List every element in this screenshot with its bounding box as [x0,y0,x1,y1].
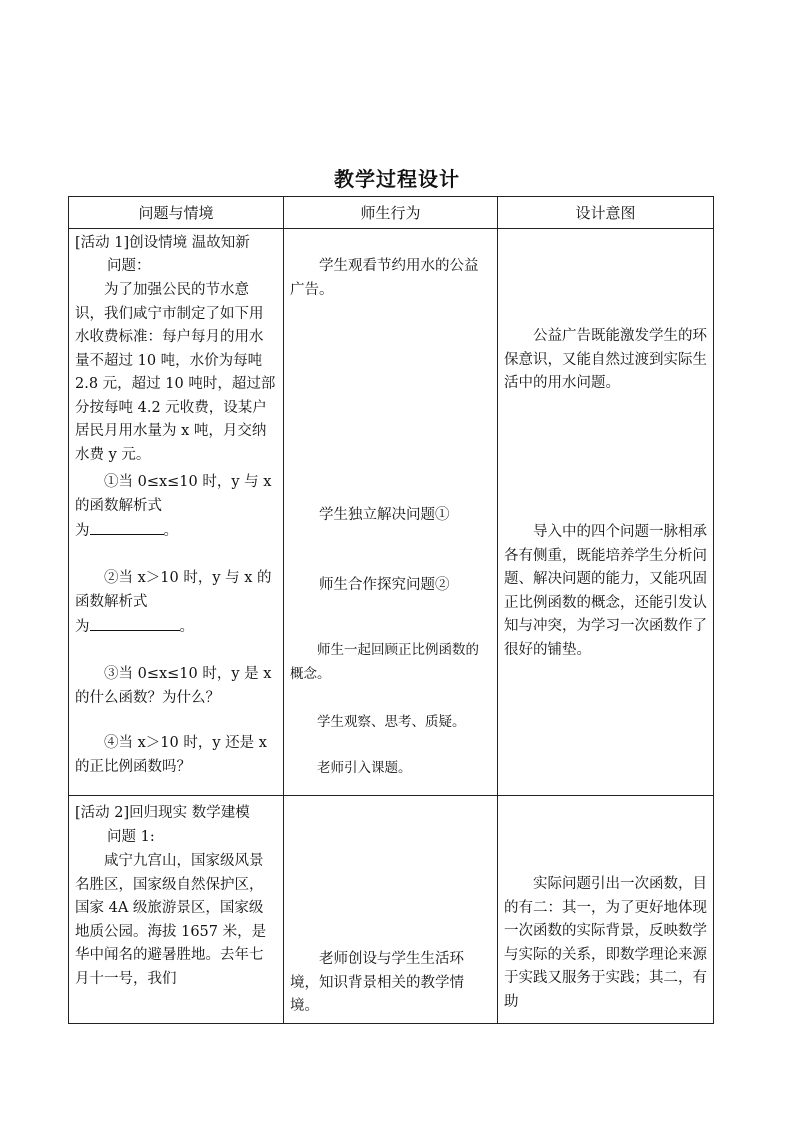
activity2-action: 老师创设与学生生活环境，知识背景相关的教学情境。 [290,951,464,1014]
activity1-scenario: 为了加强公民的节水意识，我们咸宁市制定了如下用水收费标准：每户每月的用水量不超过 10 吨，水价为每吨 2.8 元，超过 10 吨时，超过部分按每吨 4.2 元收费，设某户居民月用水量为 x 吨，月交纳水费 y 元。 [75,282,276,463]
activity2-question-label: 问题 1: [107,829,155,845]
activity1-question-1: ①当 0≤x≤10 时，y 与 x 的函数解析式 [75,474,272,514]
activity1-question-4: ④当 x＞10 时，y 还是 x 的正比例函数吗？ [75,735,267,775]
teaching-process-table [68,196,714,1024]
activity2-intent: 实际问题引出一次函数，目的有二：其一，为了更好地体现一次函数的实际背景，反映数学与实际的关系，即数学理论来源于实践又服务于实践；其二，有助 [504,876,707,1010]
action-observe: 学生观察、思考、质疑。 [317,714,466,730]
header-question-situation: 问题与情境 [69,197,284,229]
activity2-actions-cell [284,796,498,1024]
activity1-question-3: ③当 0≤x≤10 时，y 是 x 的什么函数？为什么？ [75,666,272,706]
action-solve-q1: 学生独立解决问题① [319,507,450,523]
table-row-activity-1 [69,229,714,796]
answer-blank [90,518,164,535]
activity1-heading: [活动 1]创设情境 温故知新 [75,235,250,251]
activity2-scenario: 咸宁九宫山，国家级风景名胜区，国家级自然保护区，国家 4A 级旅游景区，国家级地质公园。海拔 1657 米，是华中闻名的避暑胜地。去年七月十一号，我们 [75,853,267,987]
table-row-activity-2 [69,796,714,1024]
action-watch-ad: 学生观看节约用水的公益广告。 [290,258,479,298]
page-title: 教学过程设计 [334,167,460,191]
table-header-row [69,197,714,229]
header-design-intent: 设计意图 [498,197,714,229]
action-explore-q2: 师生合作探究问题② [319,577,450,593]
activity2-heading: [活动 2]回归现实 数学建模 [75,805,250,821]
activity1-question-2-answer: 为 。 [75,614,277,640]
activity1-question-2: ②当 x＞10 时，y 与 x 的函数解析式 [75,570,272,610]
intent-four-questions: 导入中的四个问题一脉相承各有侧重，既能培养学生分析问题、解决问题的能力，又能巩固正比例函数的概念，还能引发认知与冲突，为学习一次函数作了很好的铺垫。 [504,524,707,658]
activity2-question-cell [69,796,284,1024]
header-teacher-student-actions: 师生行为 [284,197,498,229]
activity1-question-1-answer: 为 。 [75,518,277,544]
activity1-question-cell [69,229,284,796]
activity1-intent-cell [498,229,714,796]
activity1-question-label: 问题： [107,258,151,274]
answer-blank [90,614,180,631]
activity1-actions-cell [284,229,498,796]
action-review-concept: 师生一起回顾正比例函数的概念。 [290,642,479,682]
action-introduce-topic: 老师引入课题。 [317,760,412,776]
activity2-intent-cell [498,796,714,1024]
intent-public-ad: 公益广告既能激发学生的环保意识，又能自然过渡到实际生活中的用水问题。 [504,328,707,391]
